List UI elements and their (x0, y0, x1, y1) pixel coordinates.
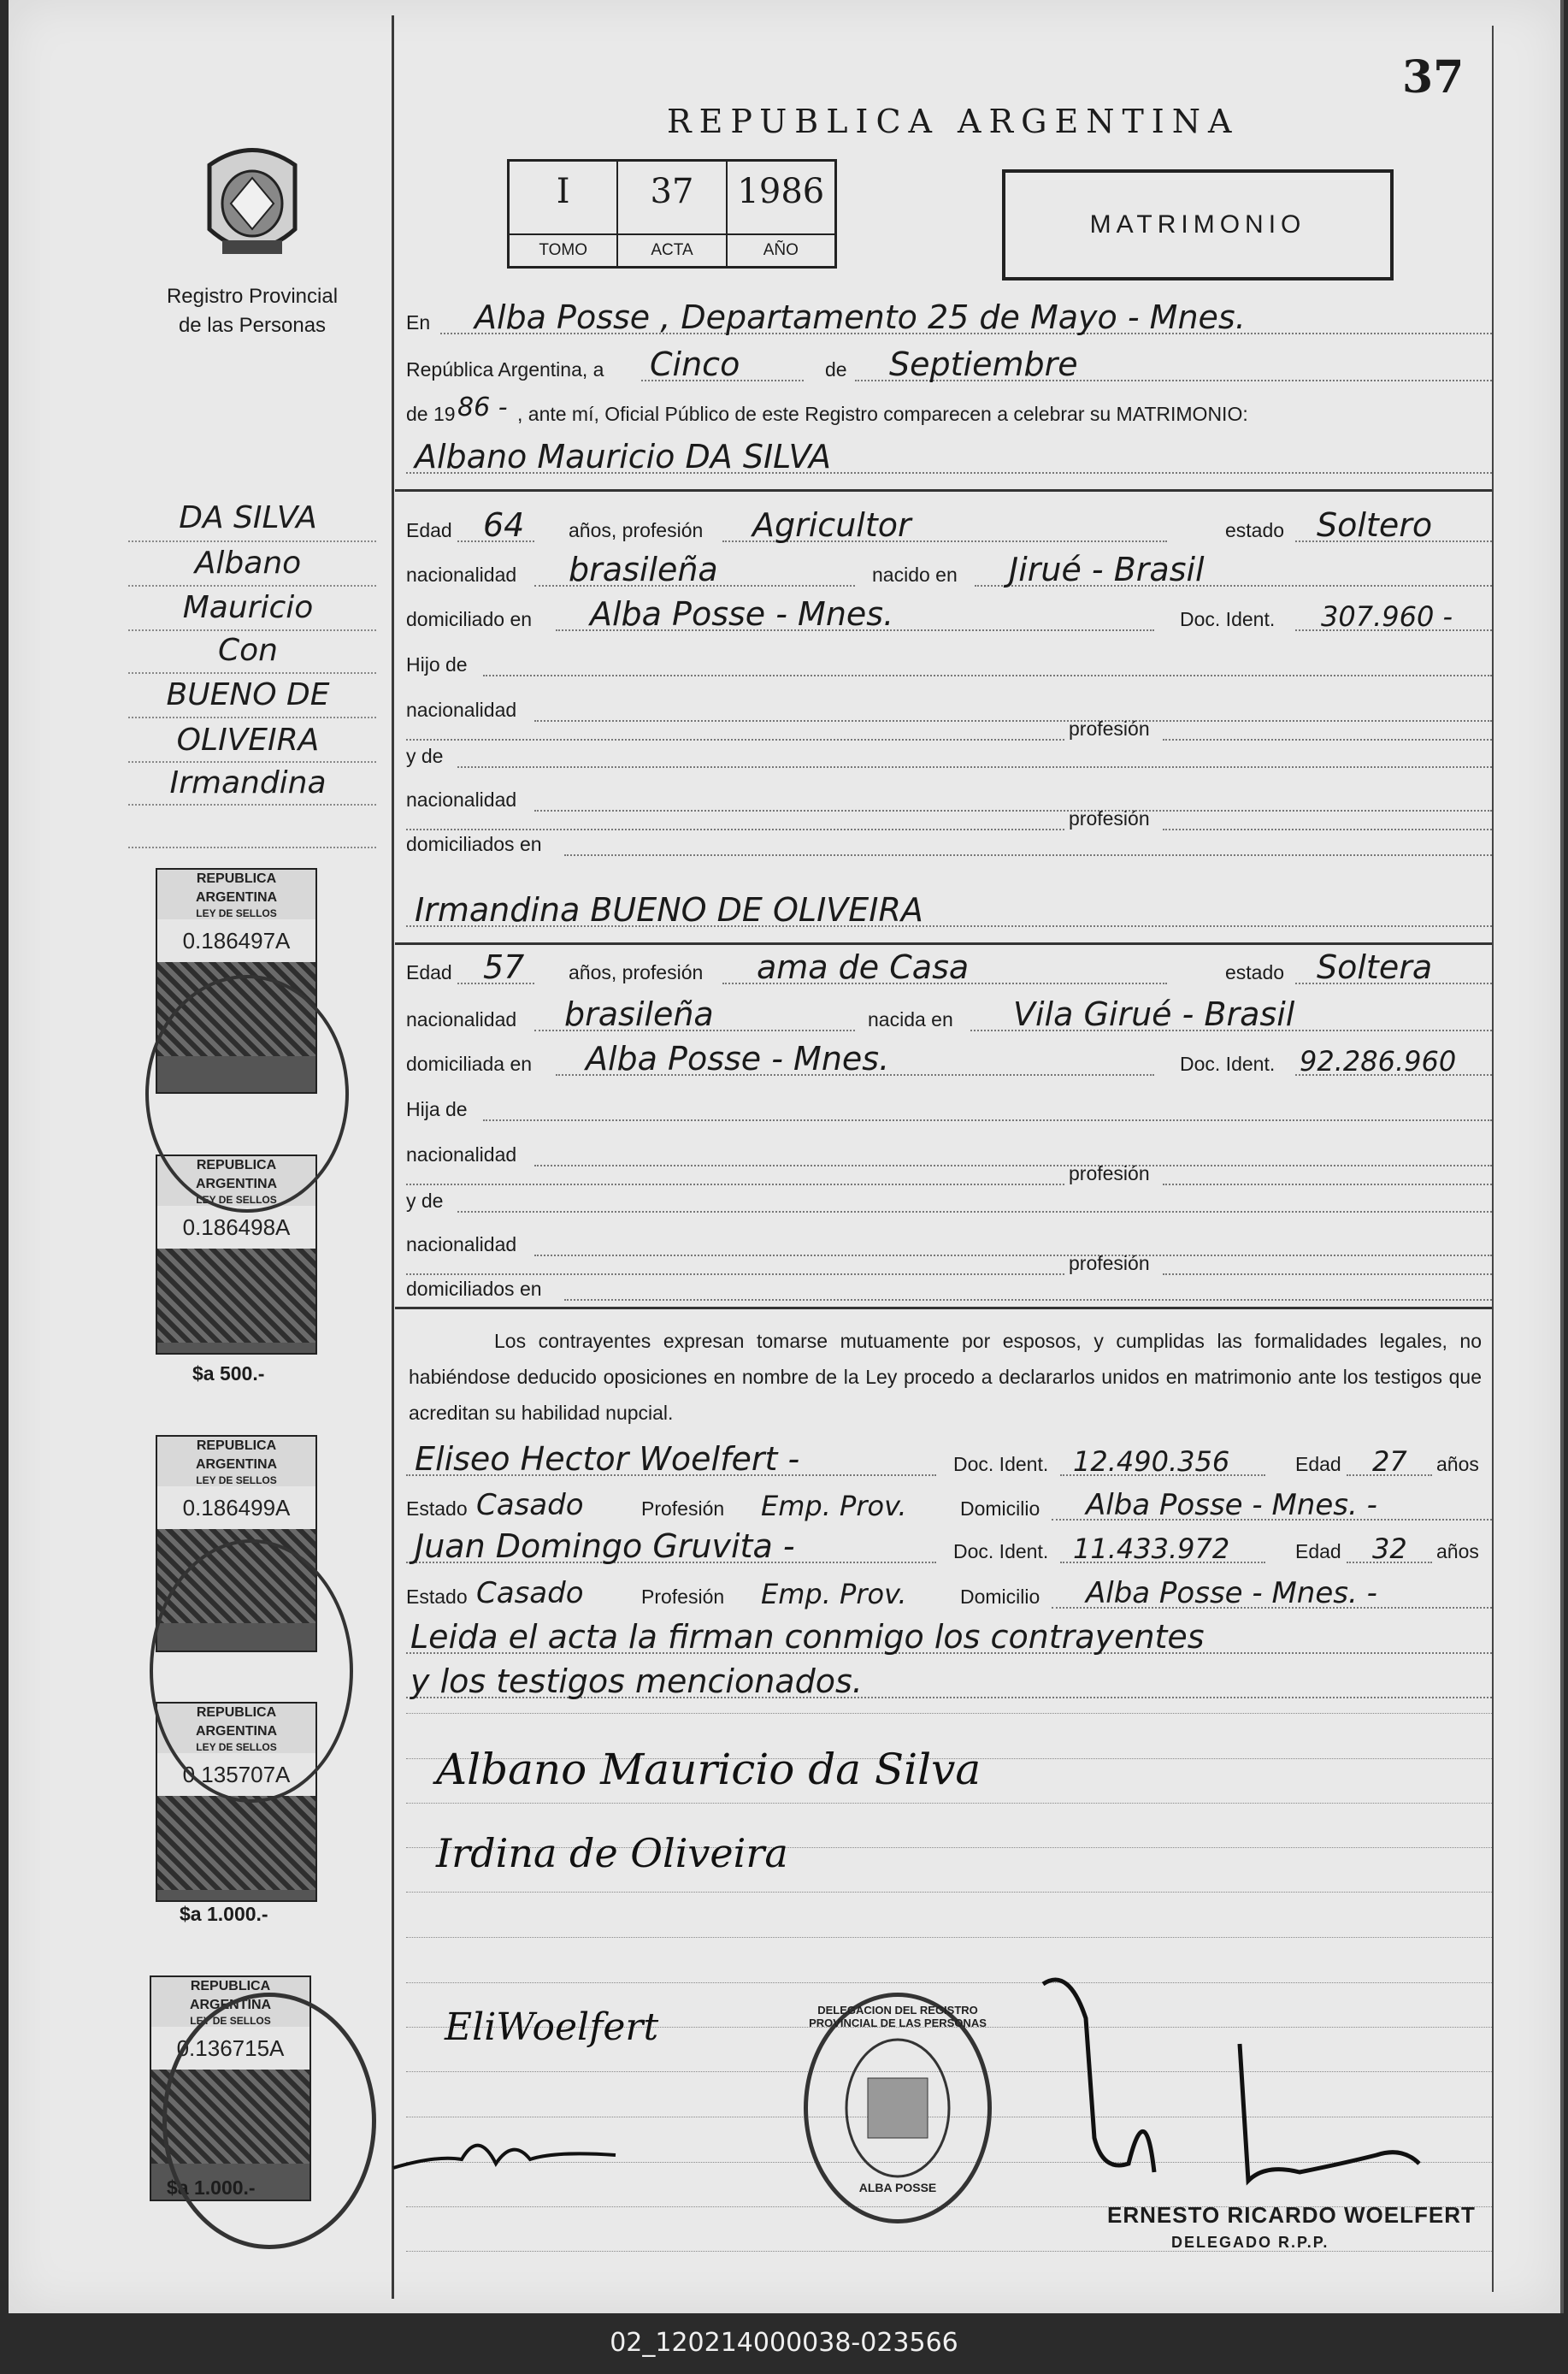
stamp-number: 0.186499A (157, 1486, 315, 1529)
margin-rule (392, 15, 394, 2299)
bride-age-row (406, 948, 1492, 988)
bride-signature: Irdina de Oliveira (436, 1830, 788, 1876)
act-type-box: MATRIMONIO (1002, 169, 1394, 281)
witness2-details-row (406, 1578, 1492, 1612)
stamp-number: 0.186497A (157, 919, 315, 962)
groom-profession: Agricultor (752, 506, 911, 544)
stamp-sub: LEY DE SELLOS (157, 1194, 315, 1206)
place-value: Alba Posse , Departamento 25 de Mayo - Mnes. (475, 298, 1246, 336)
footer-id: 02_120214000038-023566 (610, 2328, 958, 2358)
bride-marital-status: Soltera (1317, 948, 1433, 986)
bride-name: Irmandina BUENO DE OLIVEIRA (415, 891, 923, 929)
profesion-label: profesión (1069, 807, 1150, 830)
registry-seal (145, 975, 349, 1213)
estado-label: Estado (406, 1586, 468, 1608)
stamp-sub: LEY DE SELLOS (157, 1474, 315, 1486)
stamp-picture (157, 1796, 315, 1890)
nacionalidad-label: nacionalidad (406, 699, 517, 721)
anios-profesion-label: años, profesión (569, 961, 704, 983)
groom-mother-row (406, 737, 1492, 771)
doc-ident-label: Doc. Ident. (1180, 1053, 1276, 1075)
domiciliada-en-label: domiciliada en (406, 1053, 533, 1075)
groom-name: Albano Mauricio DA SILVA (415, 438, 831, 475)
closing-line2: y los testigos mencionados. (410, 1662, 863, 1700)
witness1-doc: 12.490.356 (1073, 1445, 1230, 1478)
tomo-label: TOMO (510, 233, 616, 266)
bride-nationality-row (406, 995, 1492, 1035)
bride-domicile-row (406, 1040, 1492, 1079)
stamp-number: 0.135707A (157, 1753, 315, 1796)
volume-box (507, 159, 837, 269)
bride-birthplace: Vila Girué - Brasil (1013, 995, 1295, 1033)
y-de-label: y de (406, 1190, 444, 1212)
closing-line1: Leida el acta la firman conmigo los contrayentes (410, 1618, 1205, 1656)
domiciliado-en-label: domiciliado en (406, 608, 533, 630)
stamp-header: REPUBLICA ARGENTINA (157, 1156, 315, 1194)
witness1-domicile: Alba Posse - Mnes. - (1086, 1488, 1377, 1522)
edad-label: Edad (1295, 1453, 1341, 1475)
hijo-de-label: Hijo de (406, 653, 468, 676)
stamp-sub: LEY DE SELLOS (157, 907, 315, 919)
seal-text: DELEGACION DEL REGISTRO PROVINCIAL DE LAS PERSONAS (809, 2004, 987, 2029)
margin-name-line: OLIVEIRA (176, 723, 320, 758)
stamp-number: 0.136715A (151, 2027, 309, 2070)
groom-age-row (406, 506, 1492, 546)
doc-ident-label: Doc. Ident. (953, 1453, 1049, 1475)
stamp-header: REPUBLICA ARGENTINA (157, 870, 315, 907)
groom-birthplace: Jirué - Brasil (1009, 551, 1205, 588)
witness2-estado: Casado (476, 1576, 584, 1610)
estado-label: estado (1225, 961, 1285, 983)
witness1-estado: Casado (476, 1488, 584, 1522)
nacionalidad-label: nacionalidad (406, 564, 517, 586)
groom-father-row (406, 646, 1492, 680)
edad-label: Edad (1295, 1540, 1341, 1562)
registry-seal (150, 1539, 353, 1803)
margin-name-line: DA SILVA (179, 500, 317, 535)
margin-name-line: BUENO DE (166, 677, 330, 712)
witness1-name-row (406, 1440, 1492, 1479)
stamp-header: REPUBLICA ARGENTINA (157, 1437, 315, 1474)
anios-label: años (1436, 1540, 1479, 1562)
nacionalidad-label: nacionalidad (406, 1233, 517, 1255)
bride-domicile: Alba Posse - Mnes. (586, 1040, 890, 1078)
witness1-signature: EliWoelfert (445, 2005, 659, 2049)
margin-name-line: Albano (194, 546, 302, 581)
domiciliados-en-label: domiciliados en (406, 1278, 542, 1300)
seal-place: ALBA POSSE (858, 2181, 937, 2194)
groom-nationality-row (406, 551, 1492, 590)
intro-text: , ante mí, Oficial Público de este Registro comparecen a celebrar su MATRIMONIO: (517, 403, 1248, 425)
witness2-age: 32 (1372, 1532, 1407, 1565)
bride-profession: ama de Casa (757, 948, 970, 986)
bride-mother-row (406, 1182, 1492, 1216)
stamp-value: $a 1.000.- (167, 2176, 256, 2199)
groom-domicile-row (406, 595, 1492, 635)
republica-label: República Argentina, a (406, 358, 604, 381)
domiciliados-en-label: domiciliados en (406, 833, 542, 855)
declaration-text: Los contrayentes expresan tomarse mutuamente por esposos, y cumplidas las formalidades legales, no habiéndose deducido oposiciones en nombre de la Ley procedo a declararlos unidos en matrimonio ante los testigos que acreditan su habilidad nupcial. (409, 1330, 1482, 1424)
bride-doc: 92.286.960 (1300, 1045, 1457, 1078)
groom-parents-domicile-row (406, 825, 1492, 859)
groom-doc: 307.960 - (1321, 600, 1453, 633)
margin-name-line: Mauricio (182, 590, 314, 625)
margin-name-line: Irmandina (169, 765, 327, 800)
closing-line1-row (406, 1618, 1492, 1657)
edad-label: Edad (406, 519, 452, 541)
nacido-en-label: nacido en (872, 564, 958, 586)
bride-name-row (406, 891, 1492, 930)
provincial-coat-of-arms-icon (192, 139, 312, 268)
anios-label: años (1436, 1453, 1479, 1475)
profesion-label: Profesión (641, 1497, 725, 1520)
anio-cell (728, 162, 834, 266)
stamp-picture (157, 1249, 315, 1343)
official-title: DELEGADO R.P.P. (1171, 2234, 1329, 2251)
estado-label: Estado (406, 1497, 468, 1520)
anio-value: 1986 (737, 172, 825, 211)
tomo-cell (510, 162, 618, 266)
edad-label: Edad (406, 961, 452, 983)
witness2-name: Juan Domingo Gruvita - (415, 1527, 795, 1565)
acta-cell (618, 162, 727, 266)
witness1-name: Eliseo Hector Woelfert - (415, 1440, 800, 1478)
domicilio-label: Domicilio (960, 1586, 1040, 1608)
closing-line2-row (406, 1662, 1492, 1702)
witness1-details-row (406, 1490, 1492, 1524)
acta-label: ACTA (618, 233, 725, 266)
margin-name-line: Con (218, 633, 278, 668)
separator (395, 942, 1492, 945)
tomo-value: I (556, 172, 570, 211)
year-row (406, 395, 1492, 429)
stamp-number: 0.186498A (157, 1206, 315, 1249)
witness2-doc: 11.433.972 (1073, 1532, 1230, 1565)
anio-label: AÑO (728, 233, 834, 266)
separator (395, 1307, 1492, 1309)
profesion-label: profesión (1069, 1252, 1150, 1274)
hija-de-label: Hija de (406, 1098, 468, 1120)
doc-ident-label: Doc. Ident. (1180, 608, 1276, 630)
witness2-domicile: Alba Posse - Mnes. - (1086, 1576, 1377, 1610)
registry-name (111, 282, 393, 340)
stamp-sub: LEY DE SELLOS (157, 1741, 315, 1753)
stamp-value: $a 1.000.- (180, 1903, 268, 1925)
separator (395, 489, 1492, 492)
bride-parents-domicile-row (406, 1270, 1492, 1304)
acta-value: 37 (650, 172, 694, 211)
bride-father-row (406, 1090, 1492, 1125)
nacionalidad-label: nacionalidad (406, 1143, 517, 1166)
anios-profesion-label: años, profesión (569, 519, 704, 541)
profesion-label: Profesión (641, 1586, 725, 1608)
country-title: REPUBLICA ARGENTINA (667, 103, 1240, 140)
stamp-sub: LEY DE SELLOS (151, 2015, 309, 2027)
en-label: En (406, 311, 431, 334)
nacionalidad-label: nacionalidad (406, 788, 517, 811)
registry-seal (804, 1993, 992, 2223)
day-value: Cinco (650, 345, 740, 383)
stamp-header: REPUBLICA ARGENTINA (157, 1704, 315, 1741)
groom-domicile: Alba Posse - Mnes. (590, 595, 894, 633)
month-value: Septiembre (889, 345, 1078, 383)
groom-age: 64 (483, 506, 525, 544)
de-label: de (825, 358, 847, 381)
groom-signature: Albano Mauricio da Silva (436, 1745, 981, 1794)
document-page (9, 0, 1564, 2313)
right-rule (1492, 26, 1494, 2292)
profesion-label: profesión (1069, 1162, 1150, 1184)
profesion-label: profesión (1069, 718, 1150, 740)
registry-seal (162, 1993, 376, 2249)
nacida-en-label: nacida en (868, 1008, 953, 1031)
groom-nationality: brasileña (569, 551, 718, 588)
domicilio-label: Domicilio (960, 1497, 1040, 1520)
witness1-profession: Emp. Prov. (761, 1490, 907, 1522)
witness2-profession: Emp. Prov. (761, 1578, 907, 1610)
doc-ident-label: Doc. Ident. (953, 1540, 1049, 1562)
page-number: 37 (1402, 51, 1465, 103)
registry-line2: de las Personas (178, 314, 327, 337)
bride-age: 57 (483, 948, 525, 986)
year-prefix: de 19 (406, 403, 456, 425)
nacionalidad-label: nacionalidad (406, 1008, 517, 1031)
date-row (406, 345, 1492, 385)
witness1-age: 27 (1372, 1445, 1407, 1478)
y-de-label: y de (406, 745, 444, 767)
groom-marital-status: Soltero (1317, 506, 1433, 544)
place-row (406, 298, 1492, 338)
bride-nationality: brasileña (564, 995, 714, 1033)
official-signature-icon (1017, 1967, 1445, 2198)
stamp-value: $a 500.- (192, 1362, 265, 1385)
registry-line1: Registro Provincial (166, 285, 339, 308)
witness2-name-row (406, 1527, 1492, 1567)
estado-label: estado (1225, 519, 1285, 541)
stamp-header: REPUBLICA ARGENTINA (151, 1977, 309, 2015)
groom-name-row (406, 438, 1492, 477)
witness2-signature-icon (385, 2121, 624, 2189)
year-suffix: 86 - (457, 393, 508, 422)
official-name: ERNESTO RICARDO WOELFERT (1107, 2202, 1476, 2228)
